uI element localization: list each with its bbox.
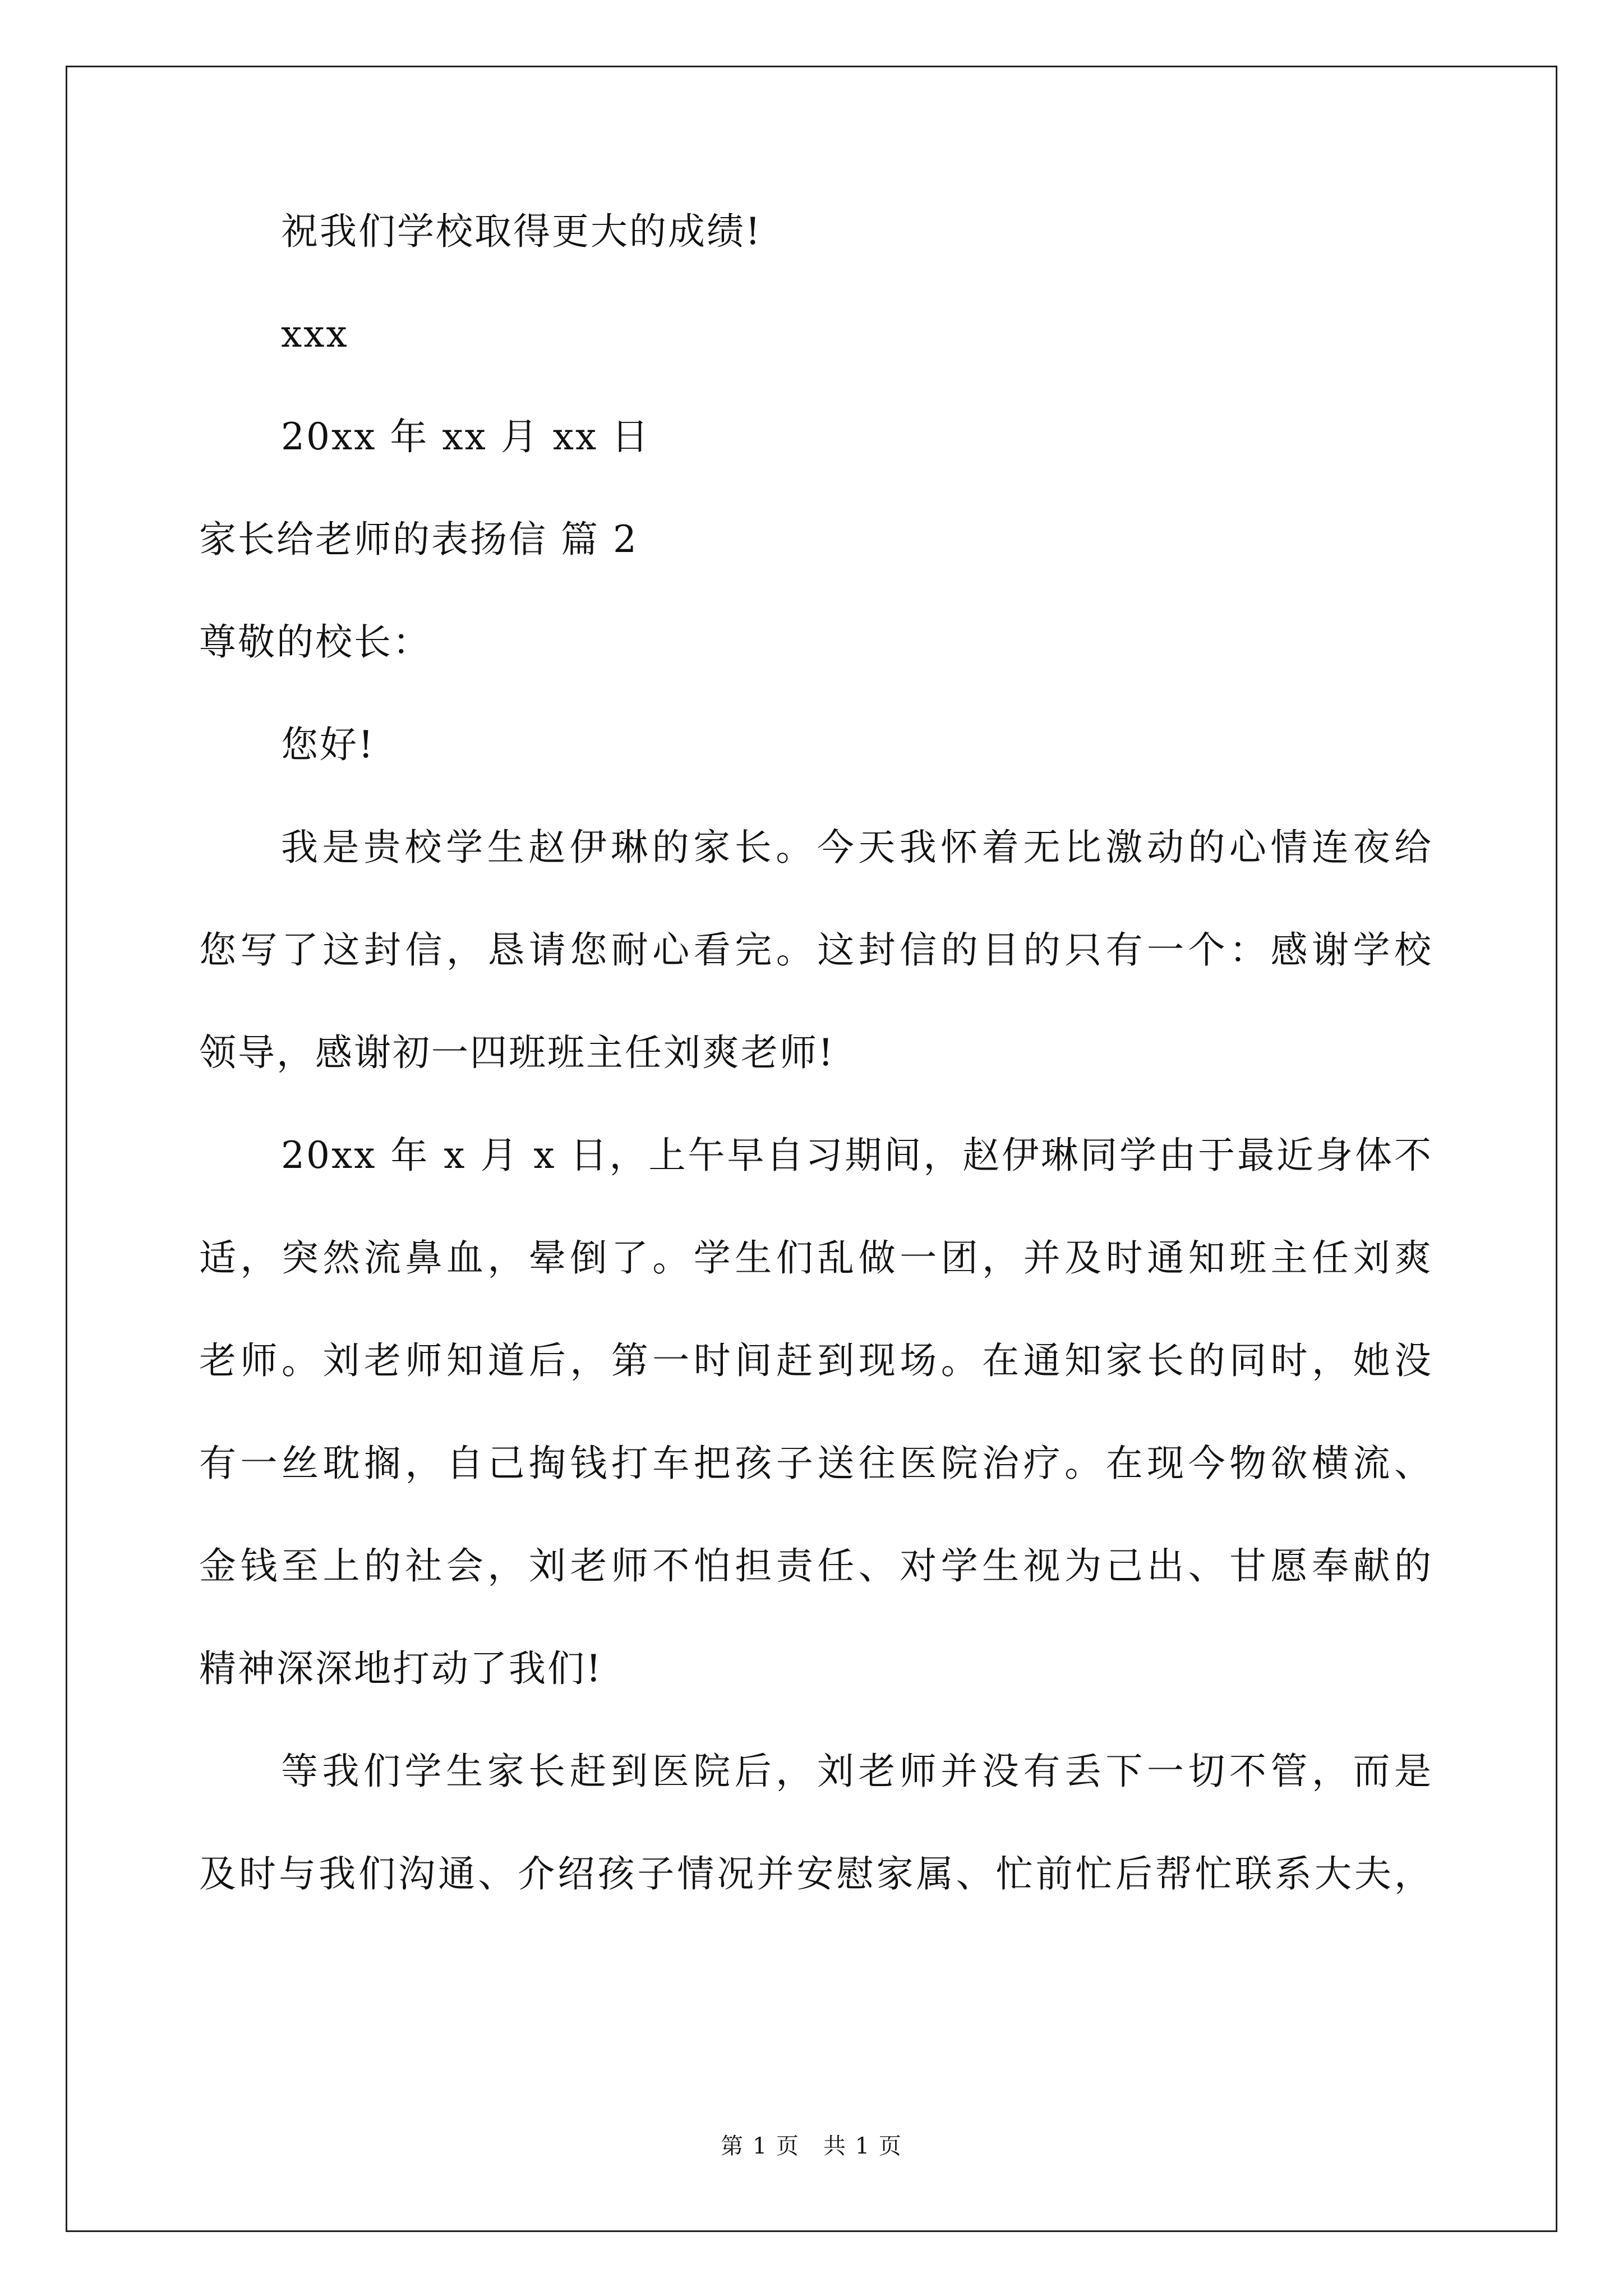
paragraph-1-line-2: 您写了这封信，恳请您耐心看完。这封信的目的只有一个：感谢学校 — [199, 928, 1433, 972]
signature-date: 20xx 年 xx 月 xx 日 — [281, 415, 651, 458]
signature-name: xxx — [281, 312, 349, 356]
paragraph-3-line-1: 等我们学生家长赶到医院后，刘老师并没有丢下一切不管，而是 — [281, 1750, 1433, 1793]
section-heading: 家长给老师的表扬信 篇 2 — [199, 518, 638, 561]
paragraph-2-line-2: 适，突然流鼻血，晕倒了。学生们乱做一团，并及时通知班主任刘爽 — [199, 1236, 1433, 1280]
paragraph-1-line-1: 我是贵校学生赵伊琳的家长。今天我怀着无比激动的心情连夜给 — [281, 826, 1433, 869]
paragraph-1-line-3: 领导，感谢初一四班班主任刘爽老师! — [199, 1031, 835, 1074]
paragraph-2-line-4: 有一丝耽搁，自己掏钱打车把孩子送往医院治疗。在现今物欲横流、 — [199, 1442, 1433, 1485]
paragraph-2-line-1: 20xx 年 x 月 x 日，上午早自习期间，赵伊琳同学由于最近身体不 — [281, 1134, 1433, 1177]
closing-wish: 祝我们学校取得更大的成绩! — [281, 210, 762, 253]
page-footer: 第 1 页 共 1 页 — [721, 2133, 902, 2159]
paragraph-2-line-5: 金钱至上的社会，刘老师不怕担责任、对学生视为己出、甘愿奉献的 — [199, 1544, 1433, 1588]
paragraph-2-line-6: 精神深深地打动了我们! — [199, 1647, 603, 1690]
greeting: 您好! — [281, 723, 375, 766]
salutation: 尊敬的校长： — [199, 620, 431, 664]
paragraph-2-line-3: 老师。刘老师知道后，第一时间赶到现场。在通知家长的同时，她没 — [199, 1339, 1433, 1382]
paragraph-3-line-2: 及时与我们沟通、介绍孩子情况并安慰家属、忙前忙后帮忙联系大夫， — [199, 1852, 1433, 1895]
